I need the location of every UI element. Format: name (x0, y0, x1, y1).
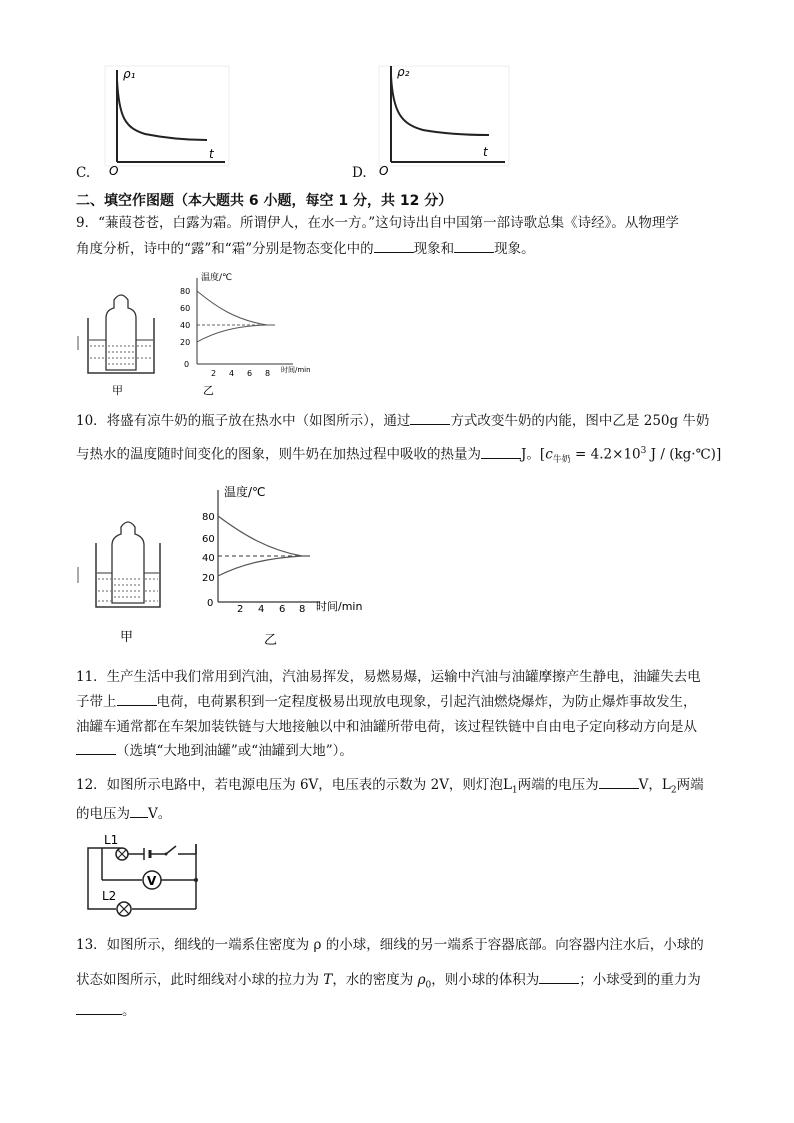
large-figure-yi: 乙 (264, 633, 278, 648)
q10-line2-b: J。[ (521, 446, 546, 463)
q9-line2-a: 角度分析，诗中的“露”和“霜”分别是物态变化中的 (76, 241, 374, 257)
q10-blank-2[interactable] (481, 444, 521, 459)
option-c-curve (117, 80, 207, 140)
option-d-graph (365, 62, 515, 177)
large-beaker-figure (76, 515, 186, 645)
q12-line2 (76, 803, 171, 825)
q10-c-symbol: c (545, 446, 553, 463)
q13-blank-2[interactable] (76, 1000, 122, 1015)
q13-line2-c: ，则小球的体积为 (431, 972, 540, 988)
small-tick-0: 0 (184, 360, 190, 369)
q10-line1-a: 10．将盛有凉牛奶的瓶子放在热水中（如图所示），通过 (76, 413, 411, 429)
q12-line1-a: 12．如图所示电路中，若电源电压为 6V，电压表的示数为 2V，则灯泡 (76, 777, 503, 793)
circuit-l1-label: L1 (104, 833, 119, 847)
q10-formula-a: = 4.2×10 (570, 446, 641, 463)
option-d-t-label: t (483, 145, 488, 159)
lamp-l2-icon (117, 902, 131, 916)
q12-L2-sub: 2 (670, 785, 677, 796)
option-c-label: C. (76, 165, 91, 181)
q12-line1-d: 两端 (676, 777, 704, 793)
large-figure-jia: 甲 (120, 630, 134, 645)
small-tick-60: 60 (180, 304, 191, 313)
q11-line2-a: 子带上 (76, 694, 117, 710)
q12-line1-c: V， (638, 777, 662, 793)
option-c-axis-label: ρ₁ (123, 67, 136, 81)
q12-line2-b: V。 (148, 806, 172, 822)
small-xtick-6: 6 (247, 369, 253, 378)
q13-line1: 13．如图所示，细线的一端系住密度为 ρ 的小球，细线的另一端系于容器底部。向容器内注水后，小球的 (76, 937, 704, 953)
small-tick-20: 20 (180, 338, 191, 347)
q11-line2-b: 电荷，电荷累积到一定程度极易出现放电现象，引起汽油燃烧爆炸，为防止爆炸事故发生， (156, 694, 697, 710)
large-tick-40: 40 (202, 553, 215, 564)
option-d-axis-label: ρ₂ (397, 65, 410, 79)
q9-blank-2[interactable] (454, 238, 494, 253)
q13-line2-a: 状态如图所示，此时细线对小球的拉力为 (76, 972, 324, 988)
option-c-origin: O (109, 164, 119, 177)
q10-line1-b: 方式改变牛奶的内能，图中乙是 250g 牛奶 (450, 413, 710, 429)
q13-line2-d: ；小球受到的重力为 (579, 972, 701, 988)
large-tick-0: 0 (207, 598, 214, 609)
large-tick-60: 60 (202, 534, 215, 545)
small-xtick-8: 8 (265, 369, 271, 378)
q9-line2-b: 现象和 (413, 241, 455, 257)
small-xtick-2: 2 (211, 369, 217, 378)
large-tick-80: 80 (202, 512, 215, 523)
large-temp-graph (198, 484, 373, 649)
q11-blank-1[interactable] (117, 691, 157, 706)
circuit-voltmeter-label: V (147, 874, 157, 888)
q11-line4 (76, 740, 353, 762)
q12-L1-sub: 1 (511, 785, 518, 796)
large-xtick-2: 2 (237, 604, 244, 615)
q9-line2-c: 现象。 (494, 241, 535, 257)
q11-line2 (76, 691, 697, 713)
q13-line2-b: ，水的密度为 (332, 972, 418, 988)
q11-line3: 油罐车通常都在车架加装铁链与大地接触以中和油罐所带电荷，该过程铁链中自由电子定向移动方向是从 (76, 719, 697, 735)
small-tick-80: 80 (180, 287, 191, 296)
option-c-graph (85, 62, 235, 177)
small-graph-y-label: 温度/℃ (201, 273, 233, 283)
q10-line2-a: 与热水的温度随时间变化的图象，则牛奶在加热过程中吸收的热量为 (76, 446, 481, 463)
large-tick-20: 20 (202, 573, 215, 584)
large-graph-x-label: 时间/min (316, 600, 363, 613)
option-c-t-label: t (209, 147, 214, 161)
q12-line2-a: 的电压为 (76, 806, 130, 822)
q13-T: T (323, 972, 333, 988)
small-figure-jia: 甲 (112, 384, 123, 397)
q13-line3-text: 。 (122, 1003, 136, 1019)
q12-L1: L (502, 777, 512, 793)
small-xtick-4: 4 (229, 369, 235, 378)
circuit-diagram (74, 832, 209, 924)
q13-blank-1[interactable] (539, 969, 579, 984)
small-graph-x-label: 时间/min (281, 366, 311, 374)
q13-line3 (76, 1000, 136, 1022)
q13-rho-sub: 0 (425, 980, 432, 991)
q9-line1: 9．“蒹葭苍苍，白露为霜。所谓伊人，在水一方。”这句诗出自中国第一部诗歌总集《诗经》。从物理学 (76, 215, 679, 231)
large-graph-y-label: 温度/℃ (224, 485, 266, 499)
q13-line2 (76, 969, 701, 997)
q10-line2 (76, 440, 721, 471)
small-temp-graph (175, 268, 315, 398)
q11-line1: 11．生产生活中我们常用到汽油，汽油易挥发，易燃易爆，运输中汽油与油罐摩擦产生静电，油罐失去电 (76, 669, 701, 685)
q12-L2: L (661, 777, 671, 793)
q11-line4-text: （选填“大地到油罐”或“油罐到大地”）。 (116, 743, 353, 759)
q12-line1 (76, 774, 704, 802)
large-xtick-6: 6 (279, 604, 286, 615)
q10-c-sub: 牛奶 (552, 455, 571, 466)
q12-line1-b: 两端的电压为 (517, 777, 599, 793)
option-d-curve (391, 76, 489, 135)
option-d-origin: O (379, 164, 389, 177)
large-xtick-8: 8 (299, 604, 306, 615)
q11-blank-2[interactable] (76, 740, 116, 755)
q10-line1 (76, 410, 709, 432)
lamp-l1-icon (116, 848, 128, 860)
q10-formula-b: J / (kg·℃)] (646, 446, 722, 463)
q10-formula-exp: 3 (640, 446, 647, 456)
q13-rho: ρ (417, 972, 426, 988)
q9-blank-1[interactable] (374, 238, 414, 253)
small-figure-yi: 乙 (203, 384, 214, 397)
circuit-l2-label: L2 (102, 889, 117, 903)
q12-blank-1[interactable] (599, 774, 639, 789)
q9-line2 (76, 238, 535, 260)
small-beaker-figure (76, 288, 166, 398)
section-title: 二、填空作图题（本大题共 6 小题，每空 1 分，共 12 分） (76, 193, 453, 209)
q12-blank-2[interactable] (130, 803, 148, 818)
option-d-label: D. (352, 165, 367, 181)
large-xtick-4: 4 (258, 604, 265, 615)
small-tick-40: 40 (180, 321, 191, 330)
q10-blank-1[interactable] (410, 410, 450, 425)
